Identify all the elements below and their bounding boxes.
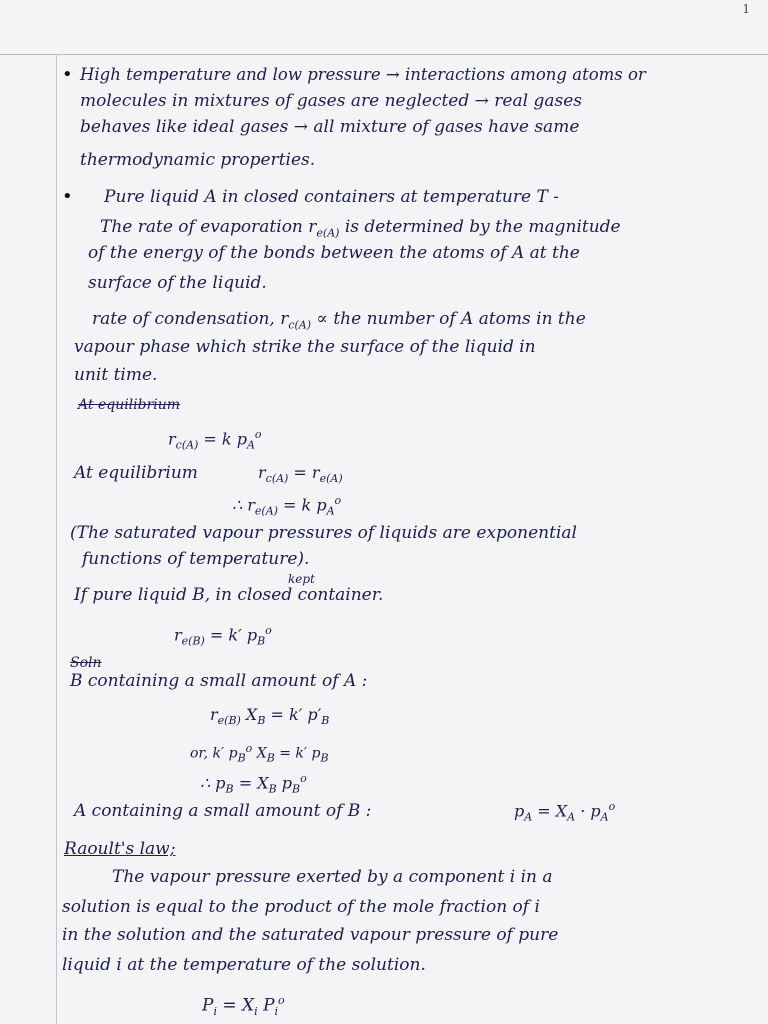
subscript: B [225, 782, 234, 796]
subscript: e(A) [316, 226, 340, 240]
text-line: Pure liquid A in closed containers at temperature T - [104, 187, 559, 207]
margin-line [56, 54, 57, 1024]
struck-text: At equilibrium [78, 397, 181, 413]
subscript: i [254, 1005, 258, 1019]
eq-part: = k′ p′ [265, 705, 322, 724]
equation [514, 796, 615, 829]
eq-part: = X [216, 995, 255, 1016]
eq-part: = r [288, 463, 320, 482]
eq-part: ∴ r [232, 495, 255, 515]
text-line: If pure liquid B, in closed container. [74, 585, 384, 605]
struck-text: Soln [70, 655, 102, 671]
text-fragment: The rate of evaporation r [100, 217, 317, 237]
text-line: High temperature and low pressure → interactions among atoms or [80, 65, 646, 84]
eq-part: r [174, 625, 182, 645]
text-line: molecules in mixtures of gases are neglected → real gases [80, 91, 582, 111]
subscript: A [567, 810, 576, 824]
subscript: A [600, 810, 609, 824]
subscript: B [257, 714, 266, 728]
superscript: o [245, 742, 253, 755]
text-line: vapour phase which strike the surface of the liquid in [74, 337, 536, 357]
text-line: solution is equal to the product of the mole fraction of i [62, 897, 540, 917]
equation [190, 738, 329, 769]
superscript: o [254, 428, 262, 441]
superscript: o [334, 494, 342, 507]
subscript: c(A) [175, 438, 199, 452]
text-line [100, 216, 621, 244]
top-rule [0, 54, 768, 55]
text-fragment: ∝ the number of A atoms in the [311, 309, 586, 329]
eq-part: p [514, 801, 525, 821]
subscript: c(A) [265, 472, 289, 486]
text-line [92, 308, 586, 336]
text-line: behaves like ideal gases → all mixture of gases have same [80, 117, 580, 137]
superscript: o [278, 994, 285, 1007]
equation [258, 462, 343, 490]
eq-part: r [258, 463, 266, 482]
text-fragment: rate of condensation, r [92, 309, 289, 329]
equation [232, 490, 341, 523]
text-line: in the solution and the saturated vapour pressure of pure [62, 925, 559, 945]
subscript: B [320, 751, 329, 765]
eq-part: ∴ p [200, 773, 226, 793]
eq-part: · p [575, 801, 601, 821]
equation [202, 990, 285, 1023]
subscript: e(B) [181, 634, 205, 648]
subscript: e(A) [254, 504, 278, 518]
text-line: thermodynamic properties. [80, 150, 316, 170]
text-line: (The saturated vapour pressures of liquids are exponential [70, 523, 577, 543]
text-line: At equilibrium [74, 463, 198, 483]
subscript: B [257, 634, 266, 648]
subscript: A [524, 810, 533, 824]
eq-part: p [276, 773, 292, 793]
inserted-word: kept [288, 572, 315, 586]
eq-part: X [240, 705, 258, 724]
page-number: 1 [742, 2, 750, 16]
eq-part: = k′ p [274, 745, 321, 762]
text-line: functions of temperature). [82, 549, 310, 569]
subscript: B [237, 751, 246, 765]
eq-part: = X [532, 801, 568, 821]
text-fragment: is determined by the magnitude [339, 217, 621, 237]
equation [210, 704, 329, 732]
subscript: e(B) [217, 714, 241, 728]
equation [168, 424, 262, 457]
text-line: The vapour pressure exerted by a component i in a [112, 867, 553, 887]
eq-part: or, k′ p [190, 745, 238, 762]
subscript: B [266, 751, 275, 765]
eq-part: X [252, 745, 267, 762]
bullet: • [62, 64, 73, 85]
superscript: o [265, 624, 272, 637]
subscript: e(A) [319, 472, 343, 486]
section-heading: Raoult's law; [64, 839, 176, 859]
superscript: o [608, 800, 616, 813]
eq-part: = k′ p [204, 625, 258, 645]
subscript: A [246, 438, 255, 452]
text-line: liquid i at the temperature of the solution. [62, 955, 426, 975]
subscript: B [292, 782, 301, 796]
text-line: A containing a small amount of B : [74, 801, 372, 821]
subscript: B [268, 782, 277, 796]
text-line: B containing a small amount of A : [70, 671, 368, 691]
subscript: B [321, 714, 330, 728]
text-line: surface of the liquid. [88, 273, 267, 293]
eq-part: r [210, 705, 218, 724]
text-line: unit time. [74, 365, 158, 385]
subscript: A [326, 504, 335, 518]
eq-part: P [257, 995, 275, 1016]
eq-part: = k p [277, 495, 327, 515]
eq-part: P [202, 995, 214, 1016]
subscript: i [213, 1005, 217, 1019]
subscript: c(A) [288, 318, 312, 332]
bullet: • [62, 186, 73, 207]
eq-part: = k p [198, 429, 247, 449]
text-line: of the energy of the bonds between the atoms of A at the [88, 243, 580, 263]
eq-part: = X [233, 773, 269, 793]
equation [174, 620, 272, 653]
superscript: o [300, 772, 307, 785]
subscript: i [274, 1005, 279, 1019]
eq-part: r [168, 429, 176, 449]
equation [200, 768, 307, 801]
